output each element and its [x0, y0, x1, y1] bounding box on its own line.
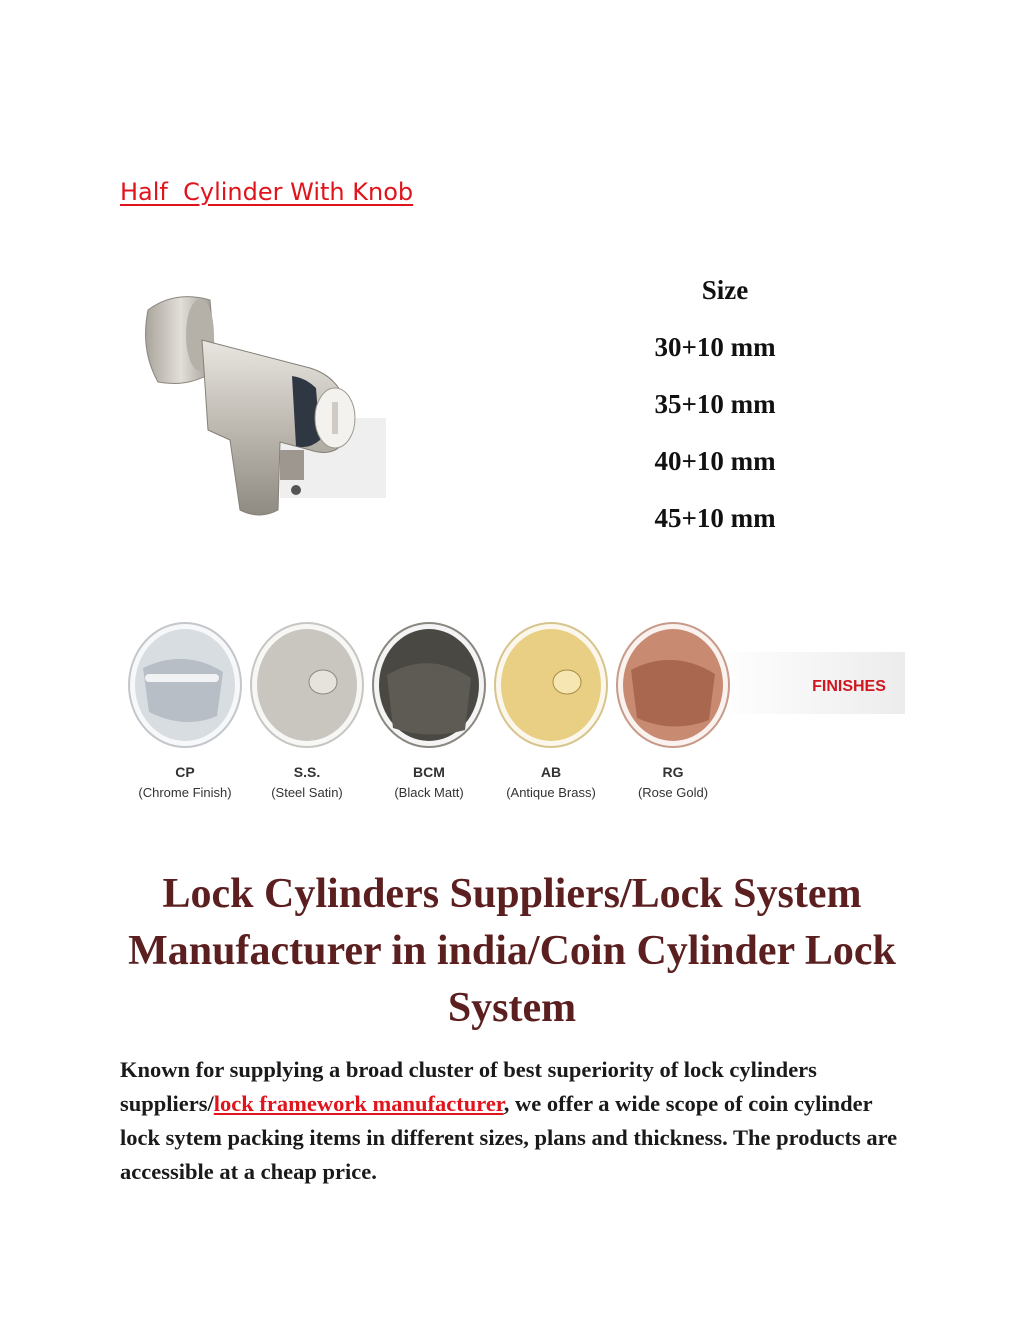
finish-swatch-cp [129, 623, 241, 747]
finishes-panel [125, 620, 905, 820]
finish-code-ab: AB [540, 764, 562, 780]
size-title: Size [701, 275, 749, 305]
finish-code-ss: S.S. [293, 764, 321, 780]
page-title: Lock Cylinders Suppliers/Lock System Manufacturer in india/Coin Cylinder Lock System [128, 871, 896, 1031]
finishes-banner-label: FINISHES [812, 678, 886, 695]
half-cylinder-product-image [130, 290, 390, 520]
finish-name-ab: (Antique Brass) [506, 785, 596, 800]
finish-code-cp: CP [175, 764, 195, 780]
size-item: 35+10 mm [654, 389, 776, 419]
description-paragraph [120, 1053, 910, 1189]
size-item: 30+10 mm [654, 332, 776, 362]
finish-swatch-ab-color [501, 629, 601, 741]
finish-swatch-ss [251, 623, 363, 747]
finish-name-bcm: (Black Matt) [394, 785, 464, 800]
size-list [600, 275, 830, 560]
finish-name-rg: (Rose Gold) [637, 785, 709, 800]
finish-code-bcm: BCM [413, 764, 445, 780]
half-cylinder-link[interactable]: Half Cylinder With Knob [120, 178, 414, 206]
finish-swatch-ab [495, 623, 607, 747]
paragraph-text-before: Known for supplying a broad cluster of best superiority of lock cylinders suppliers/ [120, 1057, 817, 1116]
finish-code-rg: RG [662, 764, 684, 780]
finish-swatch-bcm [373, 623, 485, 747]
finish-name-cp: (Chrome Finish) [138, 785, 232, 800]
paragraph-text-after: , we offer a wide scope of coin cylinder lock sytem packing items in different sizes, plans and thickness. The products are accessible at a cheap price. [120, 1091, 898, 1184]
finish-name-ss: (Steel Satin) [271, 785, 343, 800]
finish-swatch-rg [617, 623, 729, 747]
size-item: 45+10 mm [654, 503, 776, 533]
finish-swatch-ss-color [257, 629, 357, 741]
size-item: 40+10 mm [654, 446, 776, 476]
lock-framework-manufacturer-link[interactable]: lock framework manufacturer [213, 1091, 504, 1116]
